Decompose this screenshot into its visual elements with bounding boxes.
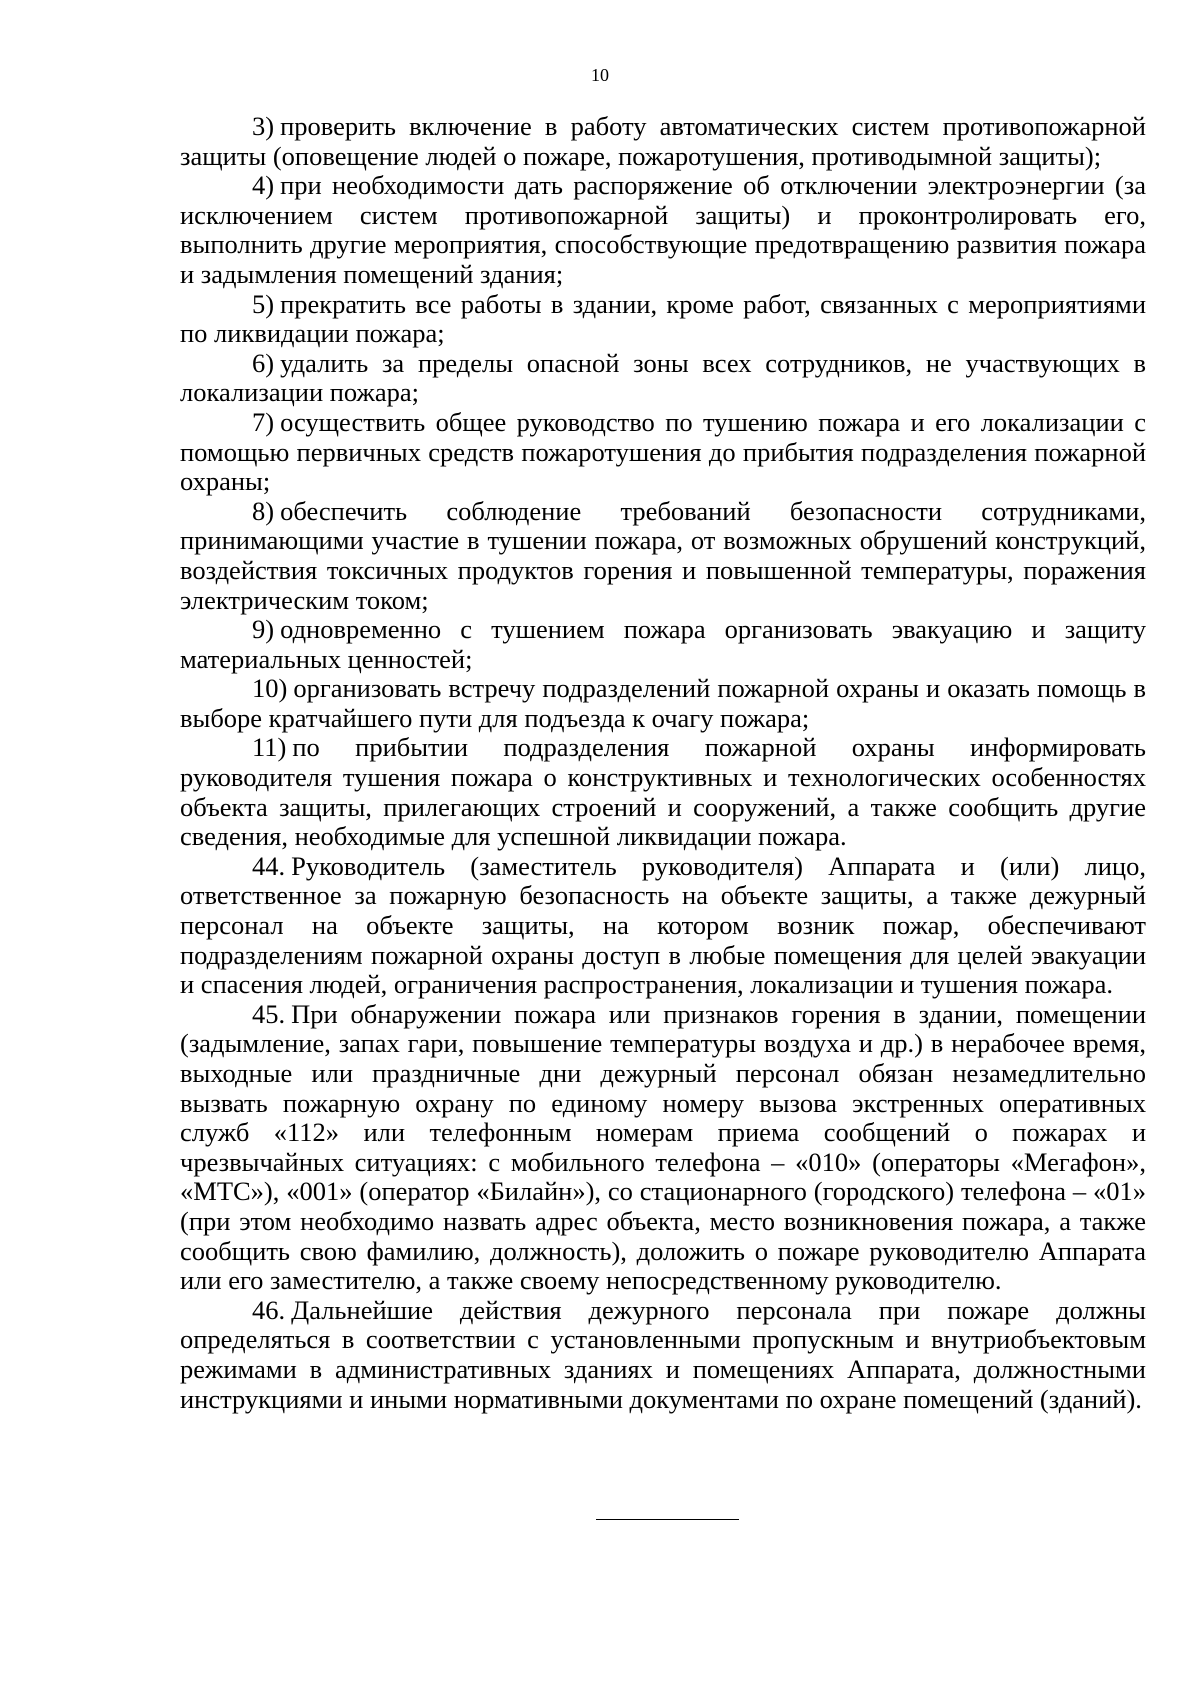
list-item-6 xyxy=(180,349,1146,408)
clause-text: При обнаружении пожара или признаков горения в здании, помещении (задымление, запах гари, повышение температуры воздуха и др.) в нерабочее время, выходные или праздничные дни дежурный персонал обязан незамедлительно вызвать пожарную охрану по единому номеру вызова экстренных оперативных служб «112» или телефонным номерам приема сообщений о пожарах и чрезвычайных ситуациях: с мобильного телефона – «010» (операторы «Мегафон», «МТС»), «001» (оператор «Билайн»), со стационарного (городского) телефона – «01» (при этом необходимо назвать адрес объекта, место возникновения пожара, а также сообщить свою фамилию, должность), доложить о пожаре руководителю Аппарата или его заместителю, а также своему непосредственному руководителю. xyxy=(180,998,1146,1296)
clause-text: Дальнейшие действия дежурного персонала при пожаре должны определяться в соответствии с установленными пропускным и внутриобъектовым режимами в административных зданиях и помещениях Аппарата, должностными инструкциями и иными нормативными документами по охране помещений (зданий). xyxy=(180,1294,1146,1414)
item-number: 5) xyxy=(252,288,275,319)
end-of-document-rule xyxy=(596,1519,739,1520)
item-text: организовать встречу подразделений пожарной охраны и оказать помощь в выборе кратчайшего пути для подъезда к очагу пожара; xyxy=(180,673,1146,733)
list-item-10 xyxy=(180,674,1146,733)
item-text: по прибытии подразделения пожарной охраны информировать руководителя тушения пожара о конструктивных и технологических особенностях объекта защиты, прилегающих строений и сооружений, а также сообщить другие сведения, необходимые для успешной ликвидации пожара. xyxy=(180,732,1146,852)
item-text: прекратить все работы в здании, кроме работ, связанных с мероприятиями по ликвидации пожара; xyxy=(180,288,1146,349)
item-number: 8) xyxy=(252,495,275,526)
item-number: 10) xyxy=(252,673,288,704)
list-item-8 xyxy=(180,497,1146,615)
item-number: 3) xyxy=(252,111,275,141)
list-item-7 xyxy=(180,408,1146,497)
page-number: 10 xyxy=(591,65,609,85)
item-text: осуществить общее руководство по тушению пожара и его локализации с помощью первичных средств пожаротушения до прибытия подразделения пожарной охраны; xyxy=(180,406,1146,497)
item-text: при необходимости дать распоряжение об отключении электроэнергии (за исключением систем противопожарной защиты) и проконтролировать его, выполнить другие мероприятия, способствующие предотвращению развития пожара и задымления помещений здания; xyxy=(180,170,1146,289)
item-text: одновременно с тушением пожара организовать эвакуацию и защиту материальных ценностей; xyxy=(180,614,1146,674)
list-item-3 xyxy=(180,112,1146,171)
clause-46 xyxy=(180,1296,1146,1414)
clause-44 xyxy=(180,852,1146,1000)
list-item-5 xyxy=(180,290,1146,349)
item-number: 7) xyxy=(252,406,275,437)
item-text: проверить включение в работу автоматических систем противопожарной защиты (оповещение людей о пожаре, пожаротушения, противодымной защиты); xyxy=(180,111,1146,171)
item-number: 11) xyxy=(252,732,287,763)
clause-number: 44. xyxy=(252,850,286,881)
item-number: 4) xyxy=(252,170,275,201)
clause-45 xyxy=(180,1000,1146,1296)
item-number: 6) xyxy=(252,347,275,378)
list-item-4 xyxy=(180,171,1146,289)
document-body xyxy=(180,112,1146,1414)
item-text: обеспечить соблюдение требований безопасности сотрудниками, принимающими участие в тушении пожара, от возможных обрушений конструкций, воздействия токсичных продуктов горения и повышенной температуры, поражения электрическим током; xyxy=(180,495,1146,615)
list-item-9 xyxy=(180,615,1146,674)
clause-text: Руководитель (заместитель руководителя) Аппарата и (или) лицо, ответственное за пожарную безопасность на объекте защиты, а также дежурный персонал на объекте защиты, на котором возник пожар, обеспечивают подразделениям пожарной охраны доступ в любые помещения для целей эвакуации и спасения людей, ограничения распространения, локализации и тушения пожара. xyxy=(180,850,1146,1000)
clause-number: 46. xyxy=(252,1294,286,1325)
item-text: удалить за пределы опасной зоны всех сотрудников, не участвующих в локализации пожара; xyxy=(180,347,1146,408)
list-item-11 xyxy=(180,733,1146,851)
item-number: 9) xyxy=(252,614,275,645)
clause-number: 45. xyxy=(252,998,286,1029)
